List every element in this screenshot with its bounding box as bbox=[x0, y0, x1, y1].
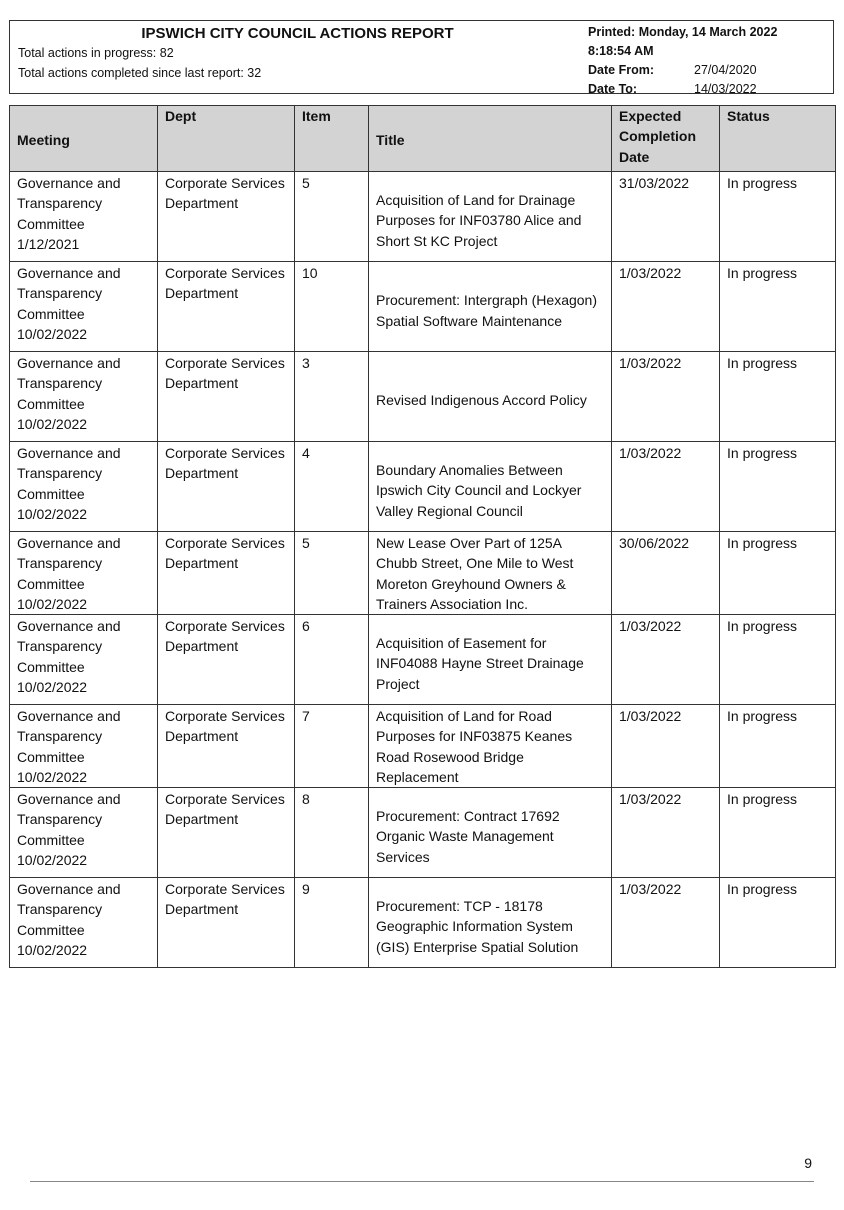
table-row bbox=[10, 352, 836, 442]
meeting-cell: Governance and Transparency Committee 10/02/2022 bbox=[10, 442, 158, 532]
date-cell: 1/03/2022 bbox=[612, 878, 720, 968]
col-header-item: Item bbox=[295, 106, 369, 172]
print-info bbox=[588, 23, 777, 99]
status-cell: In progress bbox=[720, 532, 836, 615]
page-number: 9 bbox=[804, 1155, 812, 1171]
item-cell: 5 bbox=[295, 172, 369, 262]
actions-completed: Total actions completed since last report: 32 bbox=[18, 66, 262, 80]
meeting-cell: Governance and Transparency Committee 10/02/2022 bbox=[10, 615, 158, 705]
table-row bbox=[10, 705, 836, 788]
status-cell: In progress bbox=[720, 705, 836, 788]
table-row bbox=[10, 878, 836, 968]
meeting-cell: Governance and Transparency Committee 1/12/2021 bbox=[10, 172, 158, 262]
item-cell: 5 bbox=[295, 532, 369, 615]
date-cell: 30/06/2022 bbox=[612, 532, 720, 615]
col-header-expected-completion-date: Expected Completion Date bbox=[612, 106, 720, 172]
date-to-value: 14/03/2022 bbox=[694, 82, 757, 96]
printed-date: Printed: Monday, 14 March 2022 bbox=[588, 25, 778, 39]
item-cell: 7 bbox=[295, 705, 369, 788]
title-cell: New Lease Over Part of 125A Chubb Street, One Mile to West Moreton Greyhound Owners & Trainers Association Inc. bbox=[369, 532, 612, 615]
meeting-cell: Governance and Transparency Committee 10/02/2022 bbox=[10, 532, 158, 615]
title-cell: Boundary Anomalies Between Ipswich City Council and Lockyer Valley Regional Council bbox=[369, 442, 612, 532]
date-cell: 1/03/2022 bbox=[612, 705, 720, 788]
table-header-row bbox=[10, 106, 836, 172]
title-cell: Acquisition of Land for Road Purposes for INF03875 Keanes Road Rosewood Bridge Replacement bbox=[369, 705, 612, 788]
status-cell: In progress bbox=[720, 172, 836, 262]
date-cell: 1/03/2022 bbox=[612, 352, 720, 442]
dept-cell: Corporate Services Department bbox=[158, 442, 295, 532]
title-cell: Procurement: Contract 17692 Organic Waste Management Services bbox=[369, 788, 612, 878]
date-from-label: Date From: bbox=[588, 63, 654, 77]
dept-cell: Corporate Services Department bbox=[158, 615, 295, 705]
table-row bbox=[10, 615, 836, 705]
status-cell: In progress bbox=[720, 878, 836, 968]
actions-table bbox=[9, 105, 836, 968]
item-cell: 6 bbox=[295, 615, 369, 705]
dept-cell: Corporate Services Department bbox=[158, 262, 295, 352]
title-cell: Acquisition of Land for Drainage Purposes for INF03780 Alice and Short St KC Project bbox=[369, 172, 612, 262]
col-header-dept: Dept bbox=[158, 106, 295, 172]
dept-cell: Corporate Services Department bbox=[158, 172, 295, 262]
item-cell: 10 bbox=[295, 262, 369, 352]
printed-time: 8:18:54 AM bbox=[588, 44, 654, 58]
dept-cell: Corporate Services Department bbox=[158, 705, 295, 788]
status-cell: In progress bbox=[720, 262, 836, 352]
date-cell: 1/03/2022 bbox=[612, 442, 720, 532]
report-header bbox=[9, 20, 834, 94]
dept-cell: Corporate Services Department bbox=[158, 532, 295, 615]
dept-cell: Corporate Services Department bbox=[158, 788, 295, 878]
meeting-cell: Governance and Transparency Committee 10/02/2022 bbox=[10, 705, 158, 788]
status-cell: In progress bbox=[720, 352, 836, 442]
col-header-meeting: Meeting bbox=[10, 106, 158, 172]
item-cell: 3 bbox=[295, 352, 369, 442]
status-cell: In progress bbox=[720, 788, 836, 878]
item-cell: 8 bbox=[295, 788, 369, 878]
table-row bbox=[10, 788, 836, 878]
meeting-cell: Governance and Transparency Committee 10/02/2022 bbox=[10, 262, 158, 352]
title-cell: Procurement: TCP - 18178 Geographic Information System (GIS) Enterprise Spatial Solution bbox=[369, 878, 612, 968]
title-cell: Procurement: Intergraph (Hexagon) Spatial Software Maintenance bbox=[369, 262, 612, 352]
footer-divider bbox=[30, 1181, 814, 1182]
col-header-title: Title bbox=[369, 106, 612, 172]
table-row bbox=[10, 262, 836, 352]
date-to-label: Date To: bbox=[588, 82, 638, 96]
actions-in-progress: Total actions in progress: 82 bbox=[18, 46, 174, 60]
meeting-cell: Governance and Transparency Committee 10/02/2022 bbox=[10, 352, 158, 442]
report-title: IPSWICH CITY COUNCIL ACTIONS REPORT bbox=[141, 25, 454, 42]
status-cell: In progress bbox=[720, 615, 836, 705]
title-cell: Acquisition of Easement for INF04088 Hayne Street Drainage Project bbox=[369, 615, 612, 705]
date-cell: 1/03/2022 bbox=[612, 788, 720, 878]
title-cell: Revised Indigenous Accord Policy bbox=[369, 352, 612, 442]
date-cell: 1/03/2022 bbox=[612, 262, 720, 352]
item-cell: 4 bbox=[295, 442, 369, 532]
table-row bbox=[10, 442, 836, 532]
dept-cell: Corporate Services Department bbox=[158, 352, 295, 442]
date-from-value: 27/04/2020 bbox=[694, 63, 757, 77]
item-cell: 9 bbox=[295, 878, 369, 968]
status-cell: In progress bbox=[720, 442, 836, 532]
meeting-cell: Governance and Transparency Committee 10/02/2022 bbox=[10, 878, 158, 968]
table-row bbox=[10, 532, 836, 615]
table-row bbox=[10, 172, 836, 262]
col-header-status: Status bbox=[720, 106, 836, 172]
date-cell: 1/03/2022 bbox=[612, 615, 720, 705]
date-cell: 31/03/2022 bbox=[612, 172, 720, 262]
meeting-cell: Governance and Transparency Committee 10/02/2022 bbox=[10, 788, 158, 878]
dept-cell: Corporate Services Department bbox=[158, 878, 295, 968]
